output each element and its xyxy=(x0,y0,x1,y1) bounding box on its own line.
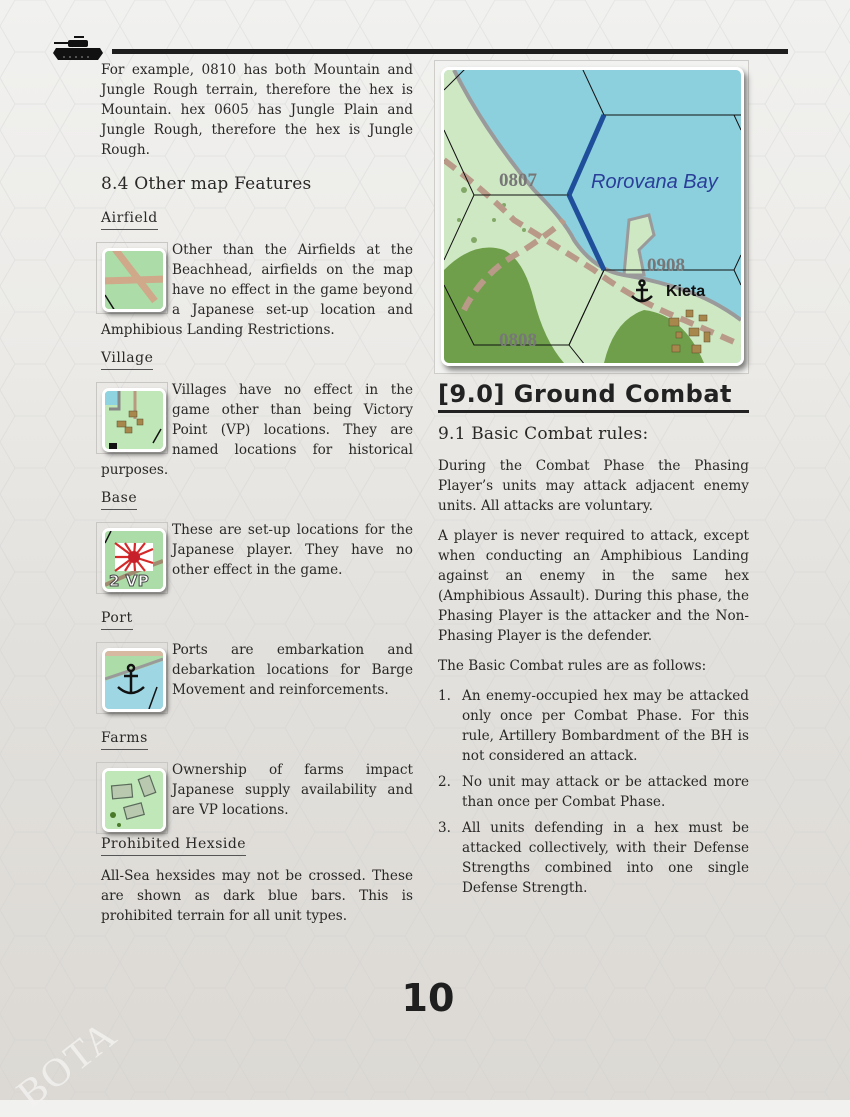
feature-port xyxy=(101,640,413,720)
feature-airfield xyxy=(101,240,413,340)
hex-label-0908: 0908 xyxy=(647,255,685,276)
farms-icon xyxy=(102,768,166,832)
tank-icon xyxy=(52,34,104,62)
paragraph-never-required: A player is never required to attack, except when conducting an Amphibious Landing against an enemy in the same hex (Amphibious Assault). During this phase, the Phasing Player is the attacker and the Non-Phasing Player is the defender. xyxy=(438,528,749,644)
feature-text-village: Villages have no effect in the game other than being Victory Point (VP) locations. They are named locations for historical purposes. xyxy=(101,382,413,478)
feature-base xyxy=(101,520,413,600)
hex-label-0807: 0807 xyxy=(499,170,537,191)
right-column xyxy=(438,424,749,904)
section-heading-8-4: 8.4 Other map Features xyxy=(101,174,312,194)
feature-farms xyxy=(101,760,413,832)
feature-title-base: Base xyxy=(101,488,137,510)
map-example-frame xyxy=(434,60,749,374)
anchor-icon xyxy=(102,648,166,712)
paragraph-combat-phase: During the Combat Phase the Phasing Player’s units may attack adjacent enemy units. All attacks are voluntary. xyxy=(438,458,749,514)
rule-text: All units defending in a hex must be attacked collectively, with their Defense Strengths combined into one single Defense Strength. xyxy=(462,820,749,896)
paragraph-rules-intro: The Basic Combat rules are as follows: xyxy=(438,658,707,674)
chapter-heading: [9.0] Ground Combat xyxy=(438,380,749,413)
watermark: BOTA xyxy=(8,1010,126,1117)
header-rule xyxy=(112,49,788,54)
base-flag-icon xyxy=(102,528,166,592)
hex-label-0808: 0808 xyxy=(499,330,537,351)
feature-village xyxy=(101,380,413,480)
rule-number: 1. xyxy=(438,688,451,704)
bay-label: Rorovana Bay xyxy=(591,171,718,193)
rule-text: An enemy-occupied hex may be attacked only once per Combat Phase. For this rule, Artillery Bombardment of the BH is not considered an attack. xyxy=(462,688,749,764)
rule-number: 3. xyxy=(438,820,451,836)
village-icon xyxy=(102,388,166,452)
prohibited-hexside-title: Prohibited Hexside xyxy=(101,834,246,856)
feature-title-airfield: Airfield xyxy=(101,208,158,230)
feature-text-base: These are set-up locations for the Japanese player. They have no other effect in the game. xyxy=(172,522,413,578)
section-heading-9-1: 9.1 Basic Combat rules: xyxy=(438,424,649,444)
rule-number: 2. xyxy=(438,774,451,790)
prohibited-hexside-text: All-Sea hexsides may not be crossed. These are shown as dark blue bars. This is prohibited terrain for all unit types. xyxy=(101,868,413,924)
feature-title-village: Village xyxy=(101,348,153,370)
rule-item xyxy=(438,772,749,812)
feature-title-port: Port xyxy=(101,608,133,630)
airfield-icon xyxy=(102,248,166,312)
feature-text-port: Ports are embarkation and debarkation locations for Barge Movement and reinforcements. xyxy=(172,642,413,698)
left-column xyxy=(101,60,413,926)
feature-text-farms: Ownership of farms impact Japanese supply availability and are VP locations. xyxy=(172,762,413,818)
feature-title-farms: Farms xyxy=(101,728,148,750)
page-number: 10 xyxy=(401,976,455,1020)
rule-item xyxy=(438,686,749,766)
rule-item xyxy=(438,818,749,898)
combat-rules-list xyxy=(438,686,749,898)
town-label: Kieta xyxy=(666,283,706,300)
intro-paragraph: For example, 0810 has both Mountain and Jungle Rough terrain, therefore the hex is Mountain. hex 0605 has Jungle Plain and Jungle Rough, therefore the hex is Jungle Rough. xyxy=(101,62,413,158)
feature-text-airfield: Other than the Airfields at the Beachhead, airfields on the map have no effect in the game beyond a Japanese set-up location and Amphibious Landing Restrictions. xyxy=(101,242,413,338)
map-example xyxy=(441,67,744,366)
base-vp-badge: 2 VP xyxy=(109,572,150,590)
rule-text: No unit may attack or be attacked more than once per Combat Phase. xyxy=(462,774,749,810)
